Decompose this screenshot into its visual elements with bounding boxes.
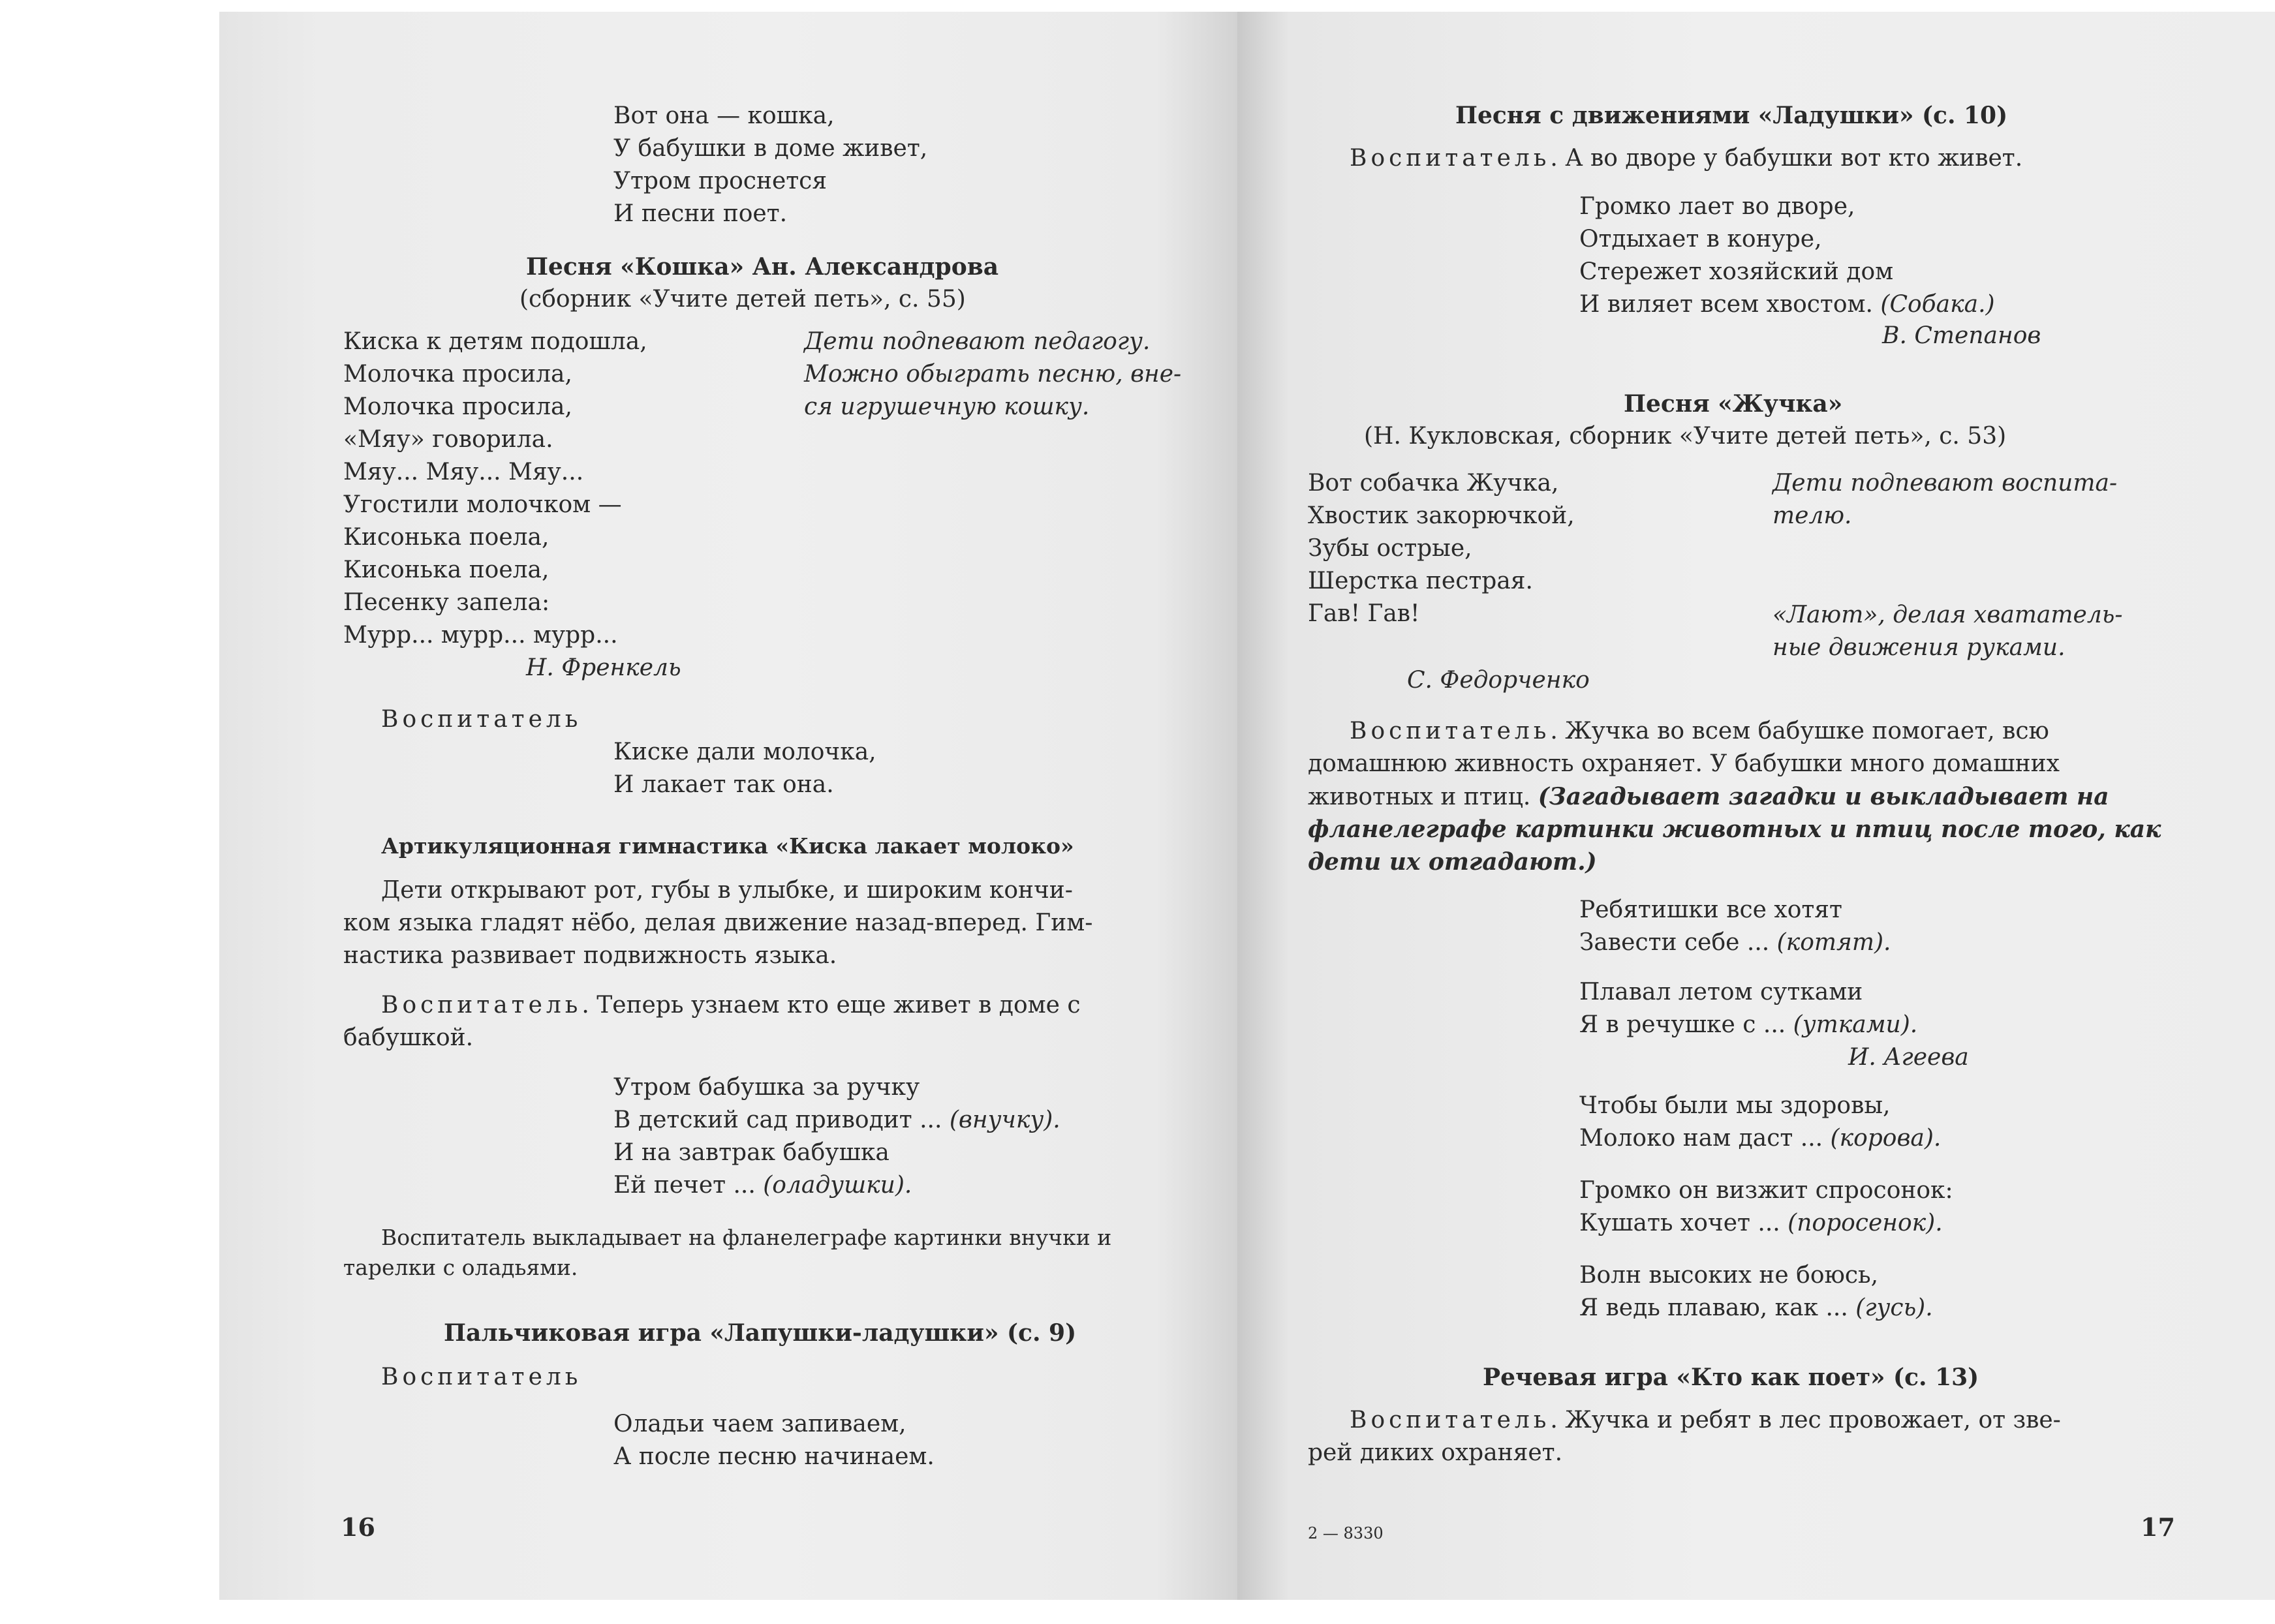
song-line: Молочка просила, (343, 361, 572, 388)
stage-direction: ся игрушечную кошку. (804, 393, 1090, 420)
speech-text: . Жучка во всем бабушке помогает, всю (1550, 718, 2049, 744)
print-signature: 2 — 8330 (1308, 1524, 1384, 1542)
riddle-line: Волн высоких не боюсь, (1579, 1262, 1879, 1289)
author: И. Агеева (1848, 1044, 1969, 1071)
riddle-line (1579, 1207, 1943, 1240)
poem-line: Киске дали молочка, (613, 739, 876, 765)
riddle-text: Кушать хочет ... (1579, 1210, 1780, 1236)
song-line: Зубы острые, (1308, 535, 1472, 562)
riddle-text: Я в речушке с ... (1579, 1011, 1786, 1038)
song-line: Киска к детям подошла, (343, 328, 647, 355)
riddle-line (1579, 1122, 1941, 1155)
riddle-text: И виляет всем хвостом. (1579, 291, 1873, 318)
paragraph-line (1350, 715, 2049, 748)
poem-line: И лакает так она. (613, 771, 834, 798)
riddle-line: Громко лает во дворе, (1579, 193, 1855, 220)
speaker-label: Воспитатель (381, 1364, 582, 1390)
section-heading-text: Артикуляционная гимнастика «Киска лакает молоко» (381, 833, 1074, 859)
paragraph-line (1308, 780, 2109, 814)
song-line: Шерстка пестрая. (1308, 568, 1533, 594)
paragraph-line: бабушкой. (343, 1024, 474, 1051)
author: С. Федорченко (1407, 667, 1590, 694)
song-source: (сборник «Учите детей петь», с. 55) (519, 286, 966, 313)
song-line: Песенку запела: (343, 589, 550, 616)
paragraph-line (381, 989, 1081, 1022)
song-line: Мяу... Мяу... Мяу... (343, 459, 584, 485)
stage-direction: ные движения руками. (1772, 634, 2066, 661)
stage-direction: Дети подпевают педагогу. (804, 328, 1151, 355)
song-title (526, 251, 998, 284)
riddle-answer: (Собака.) (1880, 291, 1995, 318)
section-heading-text: Песня с движениями «Ладушки» (с. 10) (1455, 102, 2008, 129)
speaker-label: Воспитатель (1350, 1407, 1551, 1433)
riddle-answer: (гусь). (1855, 1295, 1933, 1321)
section-heading (381, 830, 1074, 863)
poem-line: А после песню начинаем. (613, 1443, 935, 1470)
poem-line: И песни поет. (613, 200, 788, 227)
stage-direction: телю. (1772, 502, 1852, 529)
stage-direction: фланелеграфе картинки животных и птиц после того, как (1308, 816, 2161, 843)
song-source: (Н. Кукловская, сборник «Учите детей петь», с. 53) (1364, 423, 2007, 450)
author: В. Степанов (1882, 322, 2041, 349)
speech-text: . Жучка и ребят в лес провожает, от зве- (1550, 1407, 2061, 1433)
section-heading (1483, 1361, 1979, 1394)
stage-direction: (Загадывает загадки и выкладывает на (1538, 783, 2109, 810)
riddle-line: Стережет хозяйский дом (1579, 258, 1894, 285)
speech-text: животных и птиц. (1308, 784, 1531, 810)
speaker-label: Воспитатель (381, 706, 582, 733)
riddle-answer: (котят). (1776, 929, 1891, 956)
song-line: Угостили молочком — (343, 491, 622, 518)
section-heading-text: Пальчиковая игра «Лапушки-ладушки» (с. 9) (444, 1319, 1077, 1347)
paragraph-line: настика развивает подвижность языка. (343, 942, 837, 969)
riddle-line: Громко он визжит спросонок: (1579, 1177, 1953, 1204)
paragraph-line (1350, 1404, 2061, 1437)
riddle-answer: (корова). (1830, 1125, 1942, 1152)
song-title-text: Песня «Кошка» Ан. Александрова (526, 253, 999, 281)
riddle-line (1579, 1292, 1933, 1325)
riddle-line (1579, 927, 1891, 959)
song-title (1624, 388, 1842, 421)
right-page (1237, 0, 2275, 1600)
speech-text: . А во дворе у бабушки вот кто живет. (1550, 145, 2023, 172)
paragraph-line: домашнюю живность охраняет. У бабушки много домашних (1308, 750, 2060, 777)
riddle-line: И на завтрак бабушка (613, 1139, 890, 1166)
stage-direction: «Лают», делая хвататель- (1772, 602, 2123, 628)
riddle-text: В детский сад приводит ... (613, 1107, 942, 1133)
paragraph-line: рей диких охраняет. (1308, 1439, 1563, 1466)
song-line: Хвостик закорючкой, (1308, 502, 1575, 529)
speaker-label: Воспитатель (381, 992, 582, 1019)
riddle-line: Плавал летом сутками (1579, 979, 1863, 1005)
poem-line: У бабушки в доме живет, (613, 135, 928, 162)
page-number: 17 (2141, 1512, 2175, 1542)
speech-text: . Теперь узнаем кто еще живет в доме с (581, 992, 1081, 1019)
riddle-text: Я ведь плаваю, как ... (1579, 1295, 1848, 1321)
riddle-line (1579, 1009, 1917, 1041)
riddle-line (613, 1104, 1060, 1137)
riddle-text: Ей печет ... (613, 1172, 756, 1199)
riddle-text: Завести себе ... (1579, 929, 1770, 956)
stage-direction: дети их отгадают.) (1308, 848, 1597, 876)
riddle-answer: (утками). (1793, 1011, 1918, 1038)
paragraph-line (1350, 142, 2022, 175)
poem-line: Оладьи чаем запиваем, (613, 1411, 906, 1437)
riddle-text: Молоко нам даст ... (1579, 1125, 1823, 1152)
speaker-label: Воспитатель (1350, 718, 1551, 744)
section-heading (1455, 99, 2007, 132)
stage-direction: Можно обыграть песню, вне- (804, 361, 1182, 388)
riddle-line: Утром бабушка за ручку (613, 1074, 920, 1101)
section-heading (444, 1317, 1076, 1350)
song-line: Гав! Гав! (1308, 600, 1420, 627)
riddle-answer: (оладушки). (763, 1172, 912, 1199)
song-line: Мурр... мурр... мурр... (343, 622, 618, 649)
song-title-text: Песня «Жучка» (1624, 390, 1843, 418)
note-line: Воспитатель выкладывает на фланелеграфе картинки внучки и (381, 1225, 1112, 1250)
poem-line: Вот она — кошка, (613, 102, 835, 129)
riddle-line: Ребятишки все хотят (1579, 896, 1842, 923)
note-line: тарелки с оладьями. (343, 1255, 578, 1280)
song-line: Кисонька поела, (343, 557, 549, 583)
section-heading-text: Речевая игра «Кто как поет» (с. 13) (1483, 1364, 1979, 1391)
stage-direction: Дети подпевают воспита- (1772, 470, 2118, 497)
riddle-answer: (поросенок). (1788, 1210, 1943, 1236)
paragraph-line: ком языка гладят нёбо, делая движение назад-вперед. Гим- (343, 910, 1093, 936)
song-line: Кисонька поела, (343, 524, 549, 551)
riddle-line (613, 1169, 912, 1202)
riddle-line: Отдыхает в конуре, (1579, 226, 1822, 253)
song-line: «Мяу» говорила. (343, 426, 553, 453)
riddle-line (1579, 288, 1995, 321)
song-line: Молочка просила, (343, 393, 572, 420)
riddle-answer: (внучку). (949, 1107, 1060, 1133)
paragraph-line: Дети открывают рот, губы в улыбке, и широким кончи- (381, 877, 1073, 904)
page-number: 16 (341, 1512, 375, 1542)
author: Н. Френкель (526, 654, 681, 681)
speaker-label: Воспитатель (1350, 145, 1551, 172)
riddle-line: Чтобы были мы здоровы, (1579, 1092, 1891, 1119)
poem-line: Утром проснется (613, 168, 828, 194)
song-line: Вот собачка Жучка, (1308, 470, 1559, 497)
